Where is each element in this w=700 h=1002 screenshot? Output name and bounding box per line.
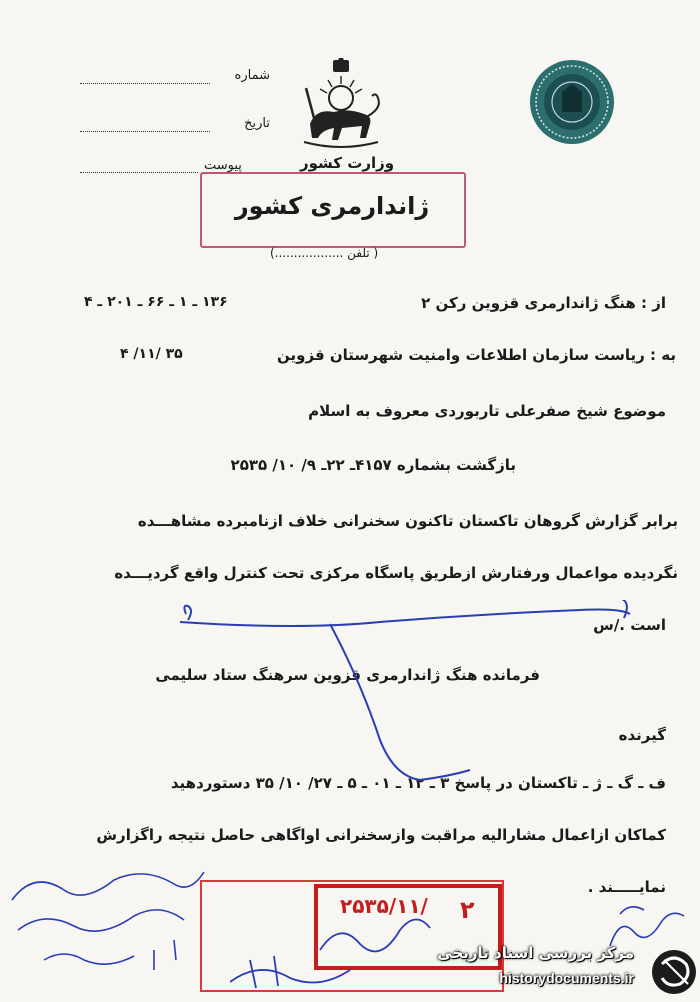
date-dots xyxy=(80,131,210,132)
watermark-en: historydocuments.ir xyxy=(499,970,634,986)
body-line-3: است ./س xyxy=(593,616,666,634)
recipient-label: گیرنده xyxy=(618,726,666,744)
cc-line-2: کماکان ازاعمال مشارالیه مراقبت وازسخنرانی اواگاهی حاصل نتیجه راگزارش xyxy=(96,826,666,844)
cc-line-1: ف ـ گ ـ ژ ـ تاکستان در پاسخ ۳ ـ ۱۲ ـ ۰۱ ـ ۵ ـ ۲۷/ ۱۰/ ۳۵ دستوردهید xyxy=(170,774,666,792)
number-dots xyxy=(80,83,210,84)
signature-line: فرمانده هنگ ژاندارمری قزوین سرهنگ ستاد سلیمی xyxy=(155,666,540,684)
from-value: هنگ ژاندارمری قزوین رکن ۲ xyxy=(421,294,636,312)
handwritten-note-icon xyxy=(4,860,214,980)
attachment-label: پيوست xyxy=(204,158,242,173)
watermark-fa: مرکز بررسی اسناد تاریخی xyxy=(437,944,634,962)
blue-pen-signature-icon xyxy=(180,600,640,800)
cc-line-3: نمایـــــند . xyxy=(587,878,666,896)
lion-and-sun-emblem-icon xyxy=(296,58,386,154)
organization-title: ژاندارمری کشور xyxy=(234,192,430,220)
registry-digit: ۲ xyxy=(460,896,475,924)
to-value: ریاست سازمان اطلاعات وامنیت شهرستان قزوین xyxy=(277,346,645,364)
to-date: ۴ /۱۱/ ۳۵ xyxy=(120,346,183,362)
body-line-1: برابر گزارش گروهان تاکستان تاکنون سخنرانی خلاف ازنامبرده مشاهـــده xyxy=(137,512,678,530)
number-label: شماره xyxy=(234,68,270,83)
archive-seal-icon xyxy=(528,52,616,162)
date-field xyxy=(80,116,270,136)
body-line-2: نگردیده مواعمال ورفتارش ازطریق پاسگاه مرکزی تحت کنترل واقع گردیـــده xyxy=(114,564,678,582)
number-field xyxy=(80,68,270,88)
reference-number: ۱۳۶ ـ ۱ ـ ۶۶ ـ ۲۰۱ ـ ۴ xyxy=(84,294,228,310)
registry-date: ۲۵۳۵/۱۱/ xyxy=(340,894,428,918)
phone-label: ( تلفن ..................) xyxy=(270,246,379,260)
to-line xyxy=(277,346,676,364)
from-line xyxy=(421,294,666,312)
reference-line: بازگشت بشماره ۴۱۵۷ـ ۲۲ـ ۹/ ۱۰/ ۲۵۳۵ xyxy=(230,456,516,474)
attachment-dots xyxy=(80,172,198,173)
subject-line: موضوع شیخ صفرعلی تاربوردی معروف به اسلام xyxy=(308,402,666,420)
from-label: از : xyxy=(641,294,666,312)
date-label: تاريخ xyxy=(244,116,270,131)
ministry-title: وزارت کشور xyxy=(300,154,395,172)
to-label: به : xyxy=(650,346,676,364)
